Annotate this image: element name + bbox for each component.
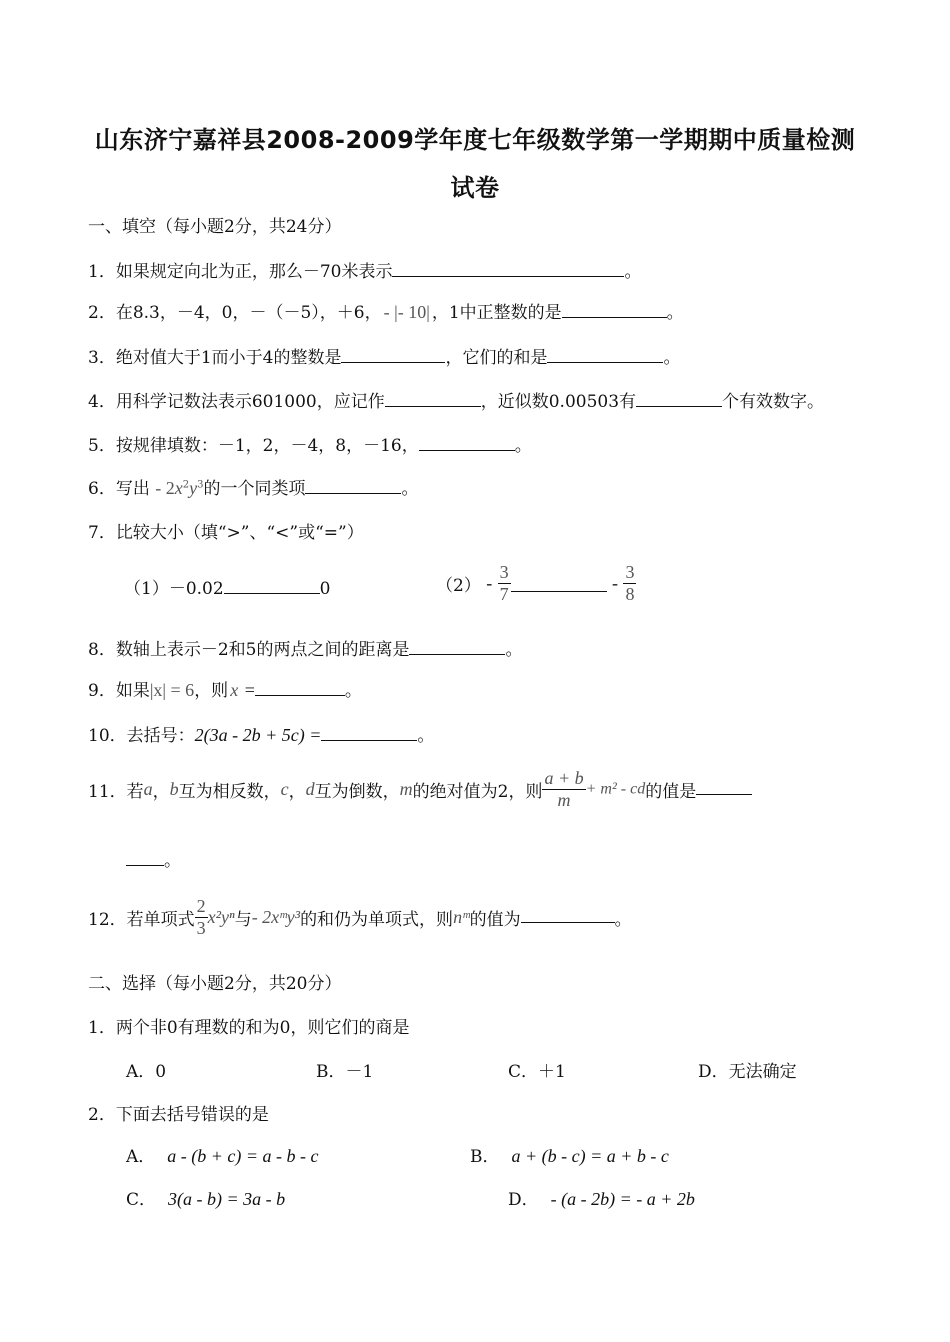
answer-blank[interactable] <box>696 785 752 795</box>
choice-question-1: 1．两个非0有理数的和为0，则它们的商是 <box>88 1018 410 1038</box>
answer-blank[interactable] <box>562 301 667 318</box>
answer-blank[interactable] <box>392 260 624 277</box>
option-b[interactable]: B．－1 <box>316 1062 374 1082</box>
question-11: 11．若a，b互为相反数，c，d互为倒数，m的绝对值为2，则 $\frac{a + b}{m}$ + m² - cd的值是 <box>88 768 752 811</box>
choice-question-2: 2．下面去括号错误的是 <box>88 1105 269 1125</box>
fraction: $\frac{a + b}{m}$ <box>544 768 584 810</box>
fraction: $\frac{3}{7}$ <box>499 562 509 604</box>
exam-title: 山东济宁嘉祥县2008-2009学年度七年级数学第一学期期中质量检测 <box>94 126 856 154</box>
section2-heading: 二、选择（每小题2分，共20分） <box>88 974 342 994</box>
question-2: 2．在8.3，－4，0，－（－5），＋6， - |- 10| ，1中正整数的是 。 <box>88 302 684 323</box>
answer-blank[interactable] <box>409 638 505 655</box>
question-11-continued: 。 <box>126 846 181 871</box>
answer-blank[interactable] <box>547 346 663 363</box>
fraction: $\frac{2}{3}$ <box>196 896 206 938</box>
answer-blank[interactable] <box>385 390 481 407</box>
option-d[interactable]: D． - (a - 2b) = - a + 2b <box>508 1189 695 1210</box>
fraction: $\frac{3}{8}$ <box>625 562 635 604</box>
answer-blank[interactable] <box>305 477 401 494</box>
answer-blank[interactable] <box>521 913 615 923</box>
exam-title-continued: 试卷 <box>450 174 500 202</box>
answer-blank[interactable] <box>126 856 164 866</box>
question-7-part-1: （1）－0.02 0 <box>124 579 331 599</box>
question-7: 7．比较大小（填“>”、“<”或“=”） <box>88 523 364 543</box>
option-c[interactable]: C． 3(a - b) = 3a - b <box>126 1189 286 1210</box>
answer-blank[interactable] <box>341 346 445 363</box>
answer-blank[interactable] <box>255 679 345 696</box>
question-10: 10．去括号：2(3a - 2b + 5c) = 。 <box>88 725 435 746</box>
question-7-part-2: （2） - $\frac{3}{7}$ - $\frac{3}{8}$ <box>436 562 635 604</box>
section1-heading: 一、填空（每小题2分，共24分） <box>88 217 342 237</box>
option-c[interactable]: C．＋1 <box>508 1062 566 1082</box>
question-4: 4．用科学记数法表示601000，应记作 ，近似数0.00503有 个有效数字。 <box>88 392 825 412</box>
option-b[interactable]: B． a + (b - c) = a + b - c <box>470 1146 669 1167</box>
option-a[interactable]: A．0 <box>126 1062 167 1082</box>
answer-blank[interactable] <box>511 575 607 592</box>
answer-blank[interactable] <box>419 434 515 451</box>
question-9: 9．如果|x| = 6，则 x = 。 <box>88 680 362 701</box>
answer-blank[interactable] <box>636 390 722 407</box>
question-1: 1．如果规定向北为正，那么－70米表示 。 <box>88 262 642 282</box>
abs-expression: - |- 10| <box>383 302 430 322</box>
option-a[interactable]: A． a - (b + c) = a - b - c <box>126 1146 319 1167</box>
answer-blank[interactable] <box>321 724 417 741</box>
question-12: 12．若单项式 $\frac{2}{3}$ x²yⁿ与- 2xᵐy³的和仍为单项式，则nᵐ的值为 。 <box>88 896 632 938</box>
question-8: 8．数轴上表示－2和5的两点之间的距离是 。 <box>88 640 523 660</box>
question-3: 3．绝对值大于1而小于4的整数是 ，它们的和是 。 <box>88 348 681 368</box>
answer-blank[interactable] <box>224 577 320 594</box>
option-d[interactable]: D．无法确定 <box>698 1062 797 1082</box>
question-6: 6．写出 - $2x^2y^3$的一个同类项 。 <box>88 478 419 499</box>
question-5: 5．按规律填数：－1，2，－4，8，－16， 。 <box>88 436 532 456</box>
